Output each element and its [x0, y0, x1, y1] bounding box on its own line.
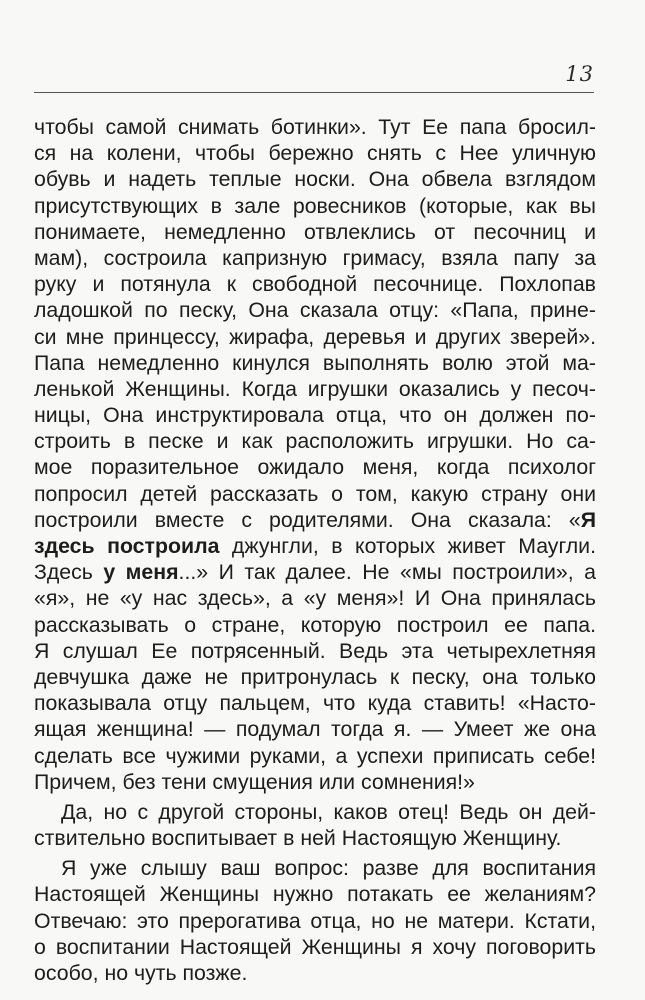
text-line-mixed — [34, 533, 596, 559]
bold-fragment: Я — [580, 507, 596, 532]
text-line: ствительно воспитывает в ней Настоящую Женщину. — [34, 826, 562, 851]
text-fragment: джунгли, в которых живет Маугли. — [219, 534, 596, 558]
text-fragment: построили вместе с родителями. Она сказала: « — [34, 507, 581, 532]
text-line: руку и потянула к свободной песочнице. Похлопав — [34, 272, 596, 297]
text-fragment: ...» И так далее. Не «мы построили», а — [178, 560, 596, 585]
bold-fragment: здесь построила — [34, 534, 220, 558]
text-line: понимаете, немедленно отвлеклись от песочниц и — [34, 219, 596, 244]
text-line: ладошкой по песку, Она сказала отцу: «Папа, прине- — [34, 298, 596, 323]
text-line: мое поразительное ожидало меня, когда психолог — [34, 455, 596, 480]
text-line: рассказывать о стране, которую построил ее папа. — [34, 612, 596, 637]
text-line: си мне принцессу, жирафа, деревья и других зверей». — [34, 324, 596, 349]
text-line: Настоящей Женщины нужно потакать ее желаниям? — [34, 882, 596, 907]
text-line: Отвечаю: это прерогатива отца, но не матери. Кстати, — [34, 908, 596, 933]
text-line: Я слушал Ее потрясенный. Ведь эта четырехлетняя — [34, 638, 596, 663]
text-line: Папа немедленно кинулся выполнять волю этой ма- — [34, 350, 596, 375]
text-line: попросил детей рассказать о том, какую страну они — [34, 481, 596, 506]
text-line: девчушка даже не притронулась к песку, она только — [34, 664, 596, 689]
page-header — [34, 62, 594, 94]
text-line: обувь и надеть теплые носки. Она обвела взглядом — [34, 167, 596, 192]
text-line: Я уже слышу ваш вопрос: разве для воспитания — [61, 856, 596, 881]
text-line-mixed — [34, 559, 596, 585]
text-line: строить в песке и как расположить игрушки. Но са- — [34, 429, 596, 454]
text-line: ленькой Женщины. Когда игрушки оказались у песоч- — [34, 376, 596, 401]
text-line: ящая женщина! — подумал тогда я. — Умеет же она — [34, 717, 596, 742]
text-line: мам), состроила капризную гримасу, взяла папу за — [34, 245, 596, 270]
text-line: показывала отцу пальцем, что куда ставить! «Насто- — [34, 691, 596, 716]
text-line: сделать все чужими руками, а успехи приписать себе! — [34, 743, 596, 768]
text-fragment: Здесь — [34, 560, 104, 585]
text-line: присутствующих в зале ровесников (которые, как вы — [34, 193, 596, 218]
text-line: особо, но чуть позже. — [34, 961, 248, 985]
header-rule — [34, 92, 594, 93]
text-line: о воспитании Настоящей Женщины я хочу поговорить — [34, 934, 596, 959]
page-number: 13 — [565, 62, 594, 86]
text-line: Причем, без тени смущения или сомнения!» — [34, 769, 475, 794]
text-line: чтобы самой снимать ботинки». Тут Ее папа бросил- — [34, 115, 596, 139]
text-line: ницы, Она инструктировала отца, что он должен по- — [34, 403, 596, 428]
text-line: Да, но с другой стороны, каков отец! Ведь он дей- — [61, 799, 596, 824]
text-line: «я», не «у нас здесь», а «у меня»! И Она принялась — [34, 586, 596, 611]
body-text — [34, 114, 596, 986]
text-line-mixed — [34, 507, 596, 533]
bold-fragment: у меня — [103, 560, 179, 585]
text-line: ся на колени, чтобы бережно снять с Нее уличную — [34, 141, 596, 166]
